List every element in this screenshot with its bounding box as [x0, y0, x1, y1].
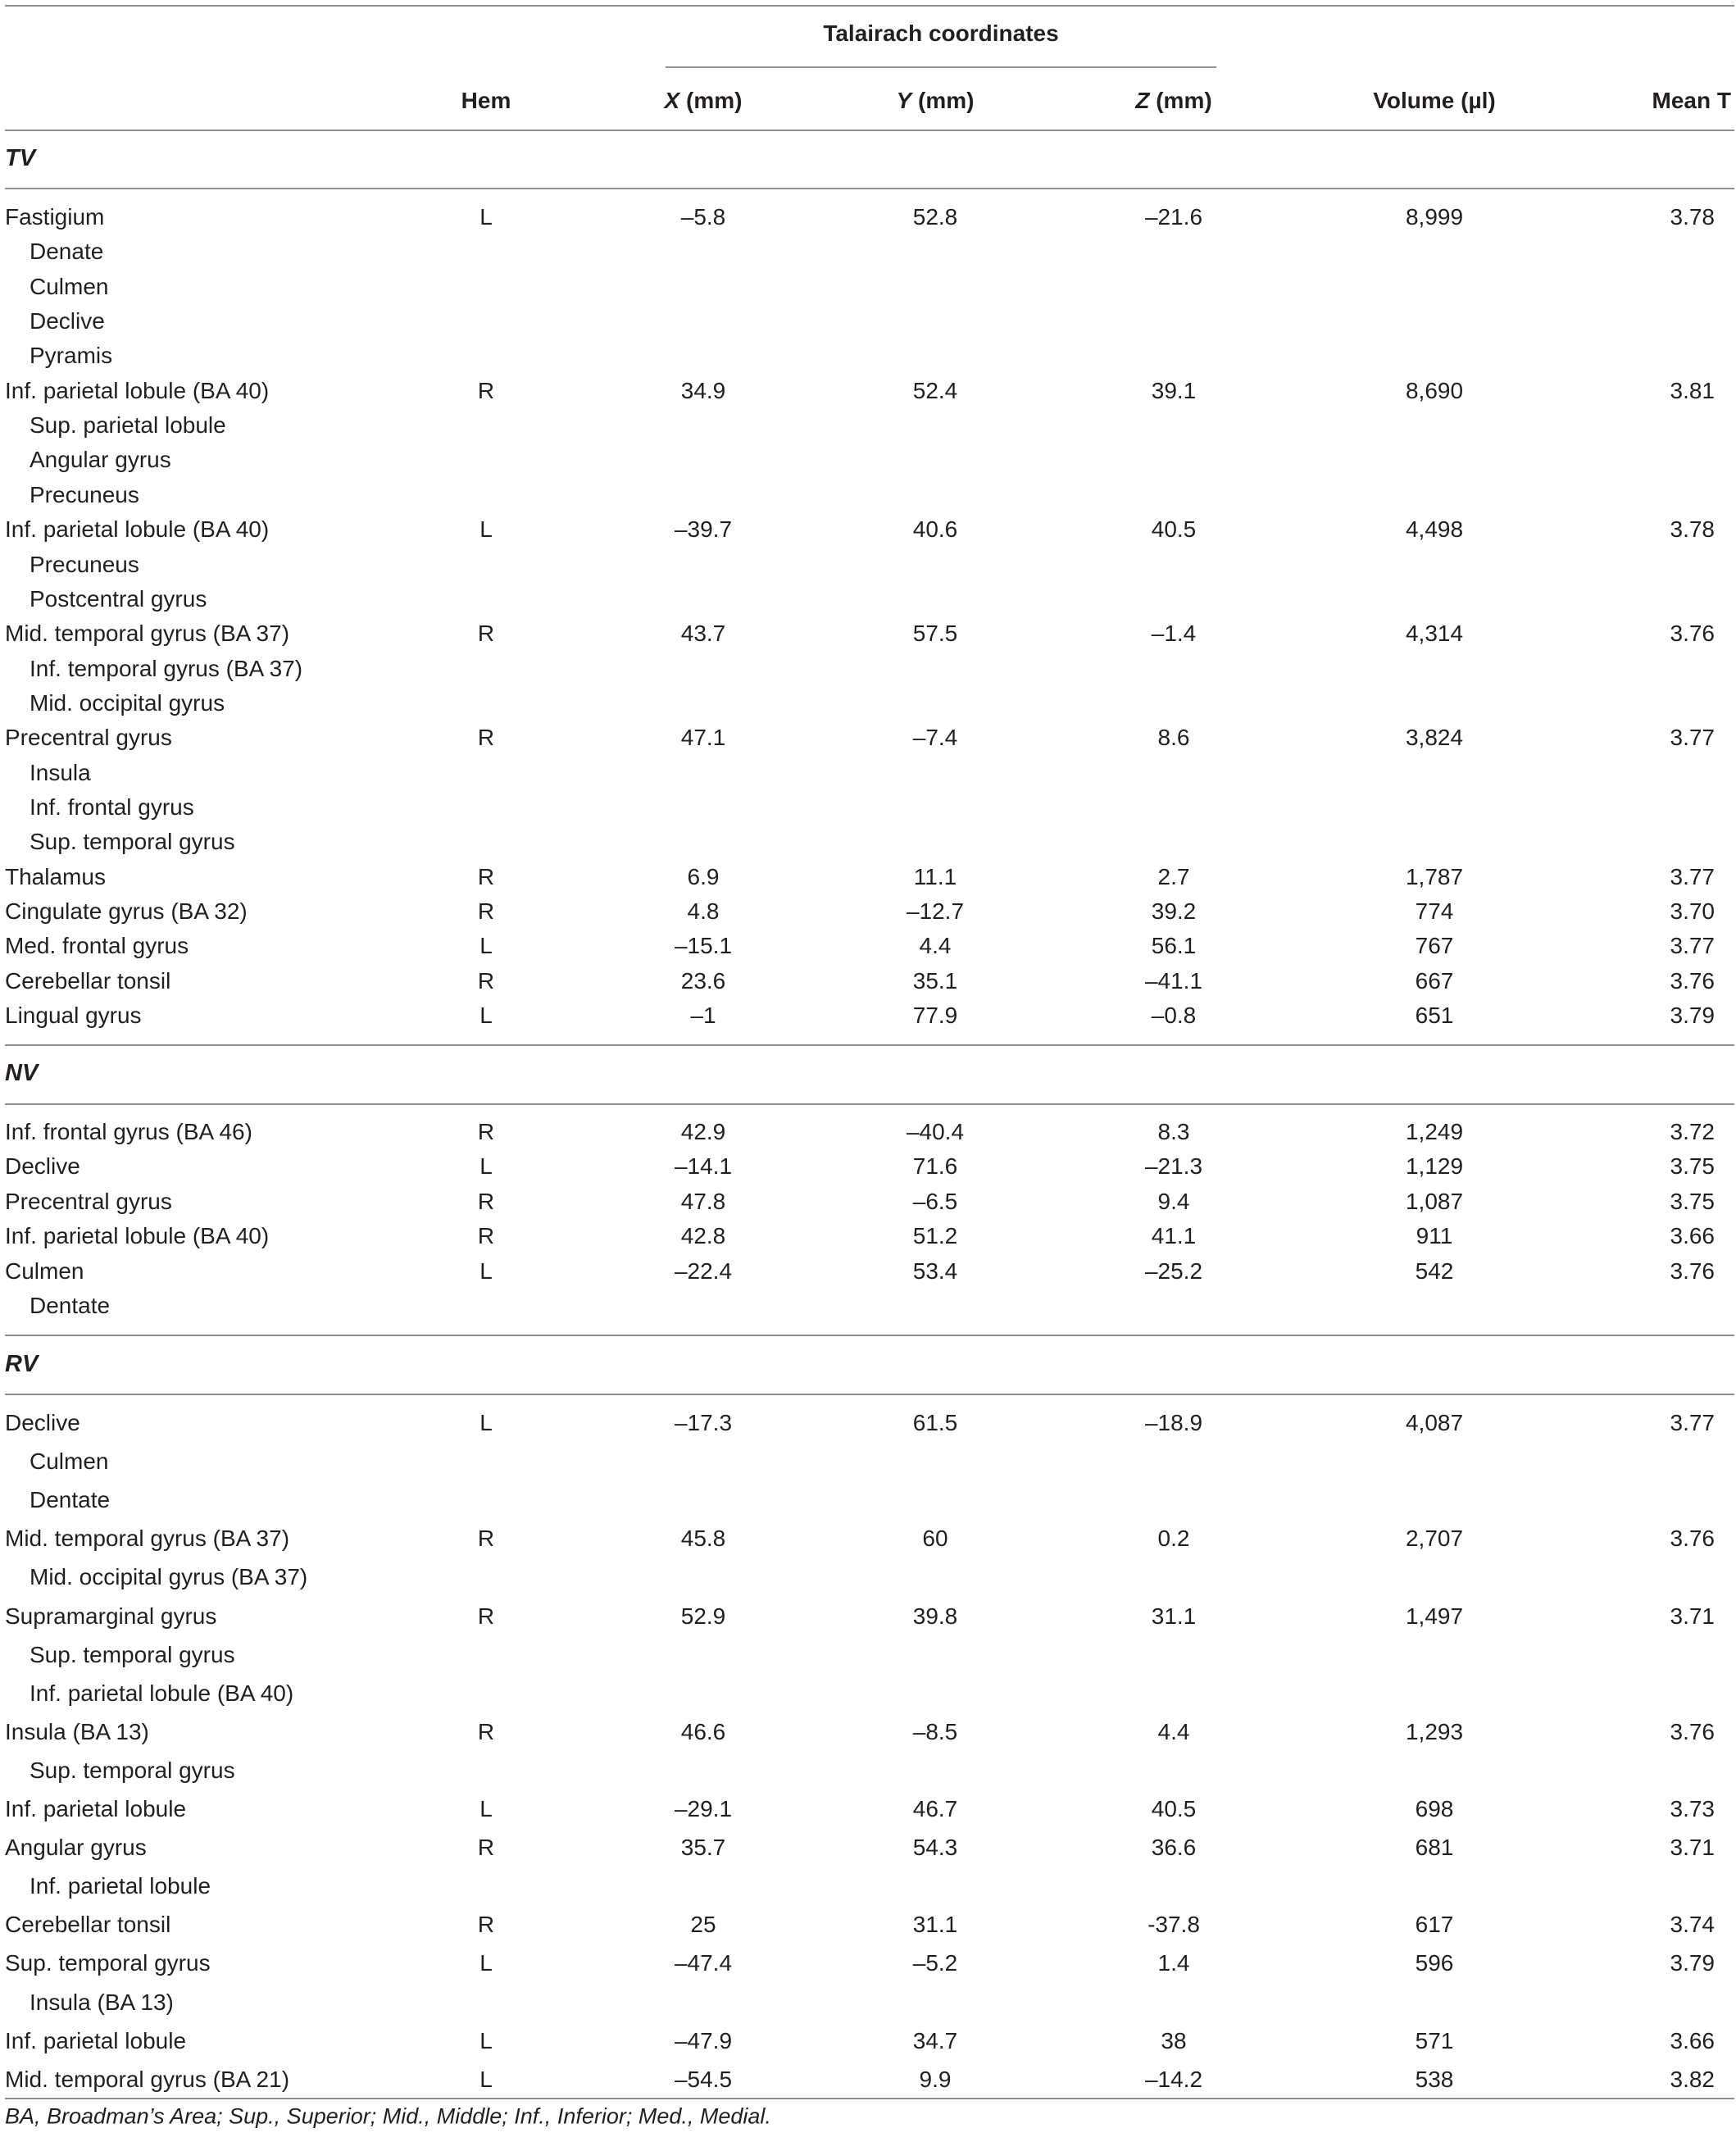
volume-cell: 542 [1415, 1257, 1454, 1284]
hem-cell: L [479, 516, 493, 543]
region-cell: Angular gyrus [5, 1835, 147, 1861]
mean-t-cell: 3.76 [1670, 967, 1715, 994]
x-cell: 25 [690, 1912, 716, 1938]
mean-t-cell: 3.72 [1670, 1119, 1715, 1144]
hem-cell: L [479, 1950, 493, 1976]
mean-t-cell: 3.81 [1670, 377, 1715, 403]
hem-cell: L [479, 1257, 493, 1284]
x-cell: 34.9 [680, 377, 726, 403]
region-cell: Supramarginal gyrus [5, 1603, 217, 1629]
region-cell: Culmen [30, 1448, 109, 1475]
mean-t-cell: 3.75 [1670, 1188, 1715, 1214]
y-cell: 9.9 [919, 2066, 952, 2092]
volume-cell: 596 [1415, 1950, 1454, 1976]
volume-cell: 681 [1415, 1835, 1454, 1861]
z-cell: 38 [1161, 2027, 1187, 2053]
mean-t-cell: 3.76 [1670, 1718, 1715, 1744]
column-header-x: X (mm) [664, 88, 743, 113]
mean-t-cell: 3.71 [1670, 1603, 1715, 1629]
mean-t-cell: 3.70 [1670, 898, 1715, 924]
talairach-group-header: Talairach coordinates [823, 20, 1059, 46]
x-cell: –47.4 [674, 1950, 733, 1976]
region-cell: Sup. temporal gyrus [5, 1950, 211, 1976]
volume-cell: 617 [1415, 1912, 1454, 1938]
hem-cell: L [479, 1153, 493, 1180]
x-cell: 4.8 [687, 898, 720, 924]
hem-cell: L [479, 204, 493, 230]
x-cell: –39.7 [674, 516, 733, 543]
mean-t-cell: 3.77 [1670, 933, 1715, 959]
z-cell: 0.2 [1157, 1526, 1190, 1552]
hem-cell: R [477, 725, 495, 751]
y-cell: 4.4 [919, 933, 952, 959]
column-header-hem: Hem [461, 88, 511, 113]
z-cell: 1.4 [1157, 1950, 1190, 1976]
region-cell: Precentral gyrus [5, 725, 172, 751]
x-cell: 42.8 [680, 1223, 726, 1249]
y-cell: 52.4 [912, 377, 958, 403]
region-cell: Dentate [30, 1487, 111, 1513]
z-cell: –1.4 [1151, 621, 1197, 647]
z-cell: –41.1 [1144, 967, 1203, 994]
mean-t-cell: 3.78 [1670, 516, 1715, 543]
y-cell: 34.7 [912, 2027, 958, 2053]
y-cell: 60 [922, 1526, 948, 1552]
region-cell: Inf. frontal gyrus [30, 794, 194, 820]
column-header-mean-t: Mean T [1652, 88, 1731, 113]
region-cell: Inf. parietal lobule (BA 40) [5, 516, 270, 543]
y-cell: –5.2 [912, 1950, 958, 1976]
z-cell: 9.4 [1157, 1188, 1190, 1214]
region-cell: Inf. parietal lobule (BA 40) [5, 377, 270, 403]
z-cell: 39.1 [1151, 377, 1197, 403]
y-cell: 35.1 [912, 967, 958, 994]
hem-cell: R [477, 1718, 495, 1744]
hem-cell: R [477, 621, 495, 647]
z-cell: 8.3 [1157, 1119, 1190, 1144]
mean-t-cell: 3.82 [1670, 2066, 1715, 2092]
hem-cell: R [477, 863, 495, 889]
y-cell: –12.7 [906, 898, 965, 924]
volume-cell: 4,498 [1405, 516, 1464, 543]
x-cell: 42.9 [680, 1119, 726, 1144]
y-cell: 57.5 [912, 621, 958, 647]
region-cell: Angular gyrus [30, 447, 171, 473]
z-cell: 39.2 [1151, 898, 1197, 924]
region-cell: Insula (BA 13) [30, 1989, 174, 2015]
column-header-z: Z (mm) [1135, 88, 1212, 113]
x-cell: 47.1 [680, 725, 726, 751]
region-cell: Precuneus [30, 551, 139, 577]
z-cell: 2.7 [1157, 863, 1190, 889]
region-cell: Sup. temporal gyrus [30, 1641, 235, 1667]
region-cell: Precentral gyrus [5, 1188, 172, 1214]
x-cell: –47.9 [674, 2027, 733, 2053]
x-cell: 52.9 [680, 1603, 726, 1629]
section-label-rule [5, 188, 1734, 189]
mean-t-cell: 3.66 [1670, 2027, 1715, 2053]
y-cell: 71.6 [912, 1153, 958, 1180]
volume-cell: 538 [1415, 2066, 1454, 2092]
region-cell: Sup. parietal lobule [30, 412, 226, 439]
y-cell: 61.5 [912, 1410, 958, 1435]
region-cell: Med. frontal gyrus [5, 933, 189, 959]
x-cell: –54.5 [674, 2066, 733, 2092]
volume-cell: 1,249 [1405, 1119, 1464, 1144]
region-cell: Inf. parietal lobule [30, 1873, 211, 1899]
mean-t-cell: 3.76 [1670, 621, 1715, 647]
volume-cell: 1,293 [1405, 1718, 1464, 1744]
z-cell: 8.6 [1157, 725, 1190, 751]
region-cell: Lingual gyrus [5, 1003, 142, 1029]
volume-cell: 8,999 [1405, 204, 1464, 230]
x-cell: 45.8 [680, 1526, 726, 1552]
region-cell: Denate [30, 239, 104, 265]
region-cell: Mid. occipital gyrus (BA 37) [30, 1564, 308, 1590]
hem-cell: L [479, 1003, 493, 1029]
z-cell: –25.2 [1144, 1257, 1203, 1284]
y-cell: 77.9 [912, 1003, 958, 1029]
region-cell: Mid. temporal gyrus (BA 37) [5, 1526, 290, 1552]
hem-cell: R [477, 898, 495, 924]
y-cell: 52.8 [912, 204, 958, 230]
region-cell: Mid. temporal gyrus (BA 37) [5, 621, 290, 647]
z-cell: –21.3 [1144, 1153, 1203, 1180]
x-cell: 23.6 [680, 967, 726, 994]
volume-cell: 667 [1415, 967, 1454, 994]
mean-t-cell: 3.77 [1670, 725, 1715, 751]
hem-cell: L [479, 933, 493, 959]
region-cell: Culmen [30, 273, 109, 299]
mean-t-cell: 3.66 [1670, 1223, 1715, 1249]
region-cell: Thalamus [5, 863, 106, 889]
top-rule [5, 5, 1734, 7]
hem-cell: R [477, 967, 495, 994]
volume-cell: 571 [1415, 2027, 1454, 2053]
z-cell: 41.1 [1151, 1223, 1197, 1249]
x-cell: 47.8 [680, 1188, 726, 1214]
hem-cell: L [479, 1410, 493, 1435]
region-cell: Inf. parietal lobule (BA 40) [5, 1223, 270, 1249]
y-cell: –40.4 [906, 1119, 965, 1144]
region-cell: Declive [30, 308, 105, 334]
x-cell: 35.7 [680, 1835, 726, 1861]
region-cell: Cingulate gyrus (BA 32) [5, 898, 248, 924]
volume-cell: 2,707 [1405, 1526, 1464, 1552]
x-cell: 43.7 [680, 621, 726, 647]
region-cell: Pyramis [30, 343, 113, 369]
volume-cell: 651 [1415, 1003, 1454, 1029]
z-cell: 40.5 [1151, 1796, 1197, 1821]
volume-cell: 1,087 [1405, 1188, 1464, 1214]
region-cell: Declive [5, 1410, 80, 1435]
hem-cell: R [477, 1603, 495, 1629]
region-cell: Declive [5, 1153, 80, 1180]
column-header-volume: Volume (µl) [1373, 88, 1496, 113]
y-cell: 46.7 [912, 1796, 958, 1821]
hem-cell: R [477, 1119, 495, 1144]
mean-t-cell: 3.76 [1670, 1526, 1715, 1552]
region-cell: Inf. parietal lobule (BA 40) [30, 1680, 294, 1706]
volume-cell: 774 [1415, 898, 1454, 924]
z-cell: 31.1 [1151, 1603, 1197, 1629]
region-cell: Sup. temporal gyrus [30, 1757, 235, 1783]
volume-cell: 767 [1415, 933, 1454, 959]
z-cell: –14.2 [1144, 2066, 1203, 2092]
hem-cell: L [479, 1796, 493, 1821]
mean-t-cell: 3.77 [1670, 863, 1715, 889]
region-cell: Dentate [30, 1293, 111, 1318]
header-bottom-rule [5, 130, 1734, 131]
x-cell: 6.9 [687, 863, 720, 889]
x-cell: –15.1 [674, 933, 733, 959]
talairach-group-underline [666, 66, 1216, 68]
region-cell: Postcentral gyrus [30, 585, 207, 612]
x-cell: –29.1 [674, 1796, 733, 1821]
x-cell: –5.8 [680, 204, 726, 230]
mean-t-cell: 3.79 [1670, 1950, 1715, 1976]
mean-t-cell: 3.73 [1670, 1796, 1715, 1821]
hem-cell: R [477, 1912, 495, 1938]
z-cell: 40.5 [1151, 516, 1197, 543]
x-cell: –17.3 [674, 1410, 733, 1435]
section-label: RV [5, 1351, 39, 1377]
region-cell: Inf. frontal gyrus (BA 46) [5, 1119, 252, 1144]
volume-cell: 1,497 [1405, 1603, 1464, 1629]
hem-cell: R [477, 1188, 495, 1214]
y-cell: 39.8 [912, 1603, 958, 1629]
y-cell: 54.3 [912, 1835, 958, 1861]
y-cell: 40.6 [912, 516, 958, 543]
y-cell: –6.5 [912, 1188, 958, 1214]
z-cell: 36.6 [1151, 1835, 1197, 1861]
hem-cell: L [479, 2027, 493, 2053]
region-cell: Culmen [5, 1257, 84, 1284]
table-footnote: BA, Broadman’s Area; Sup., Superior; Mid., Middle; Inf., Inferior; Med., Medial. [5, 2103, 771, 2129]
region-cell: Inf. parietal lobule [5, 1796, 187, 1821]
region-cell: Fastigium [5, 204, 105, 230]
section-label: NV [5, 1060, 39, 1086]
mean-t-cell: 3.76 [1670, 1257, 1715, 1284]
y-cell: 11.1 [913, 863, 957, 889]
y-cell: –7.4 [912, 725, 958, 751]
region-cell: Insula (BA 13) [5, 1718, 149, 1744]
y-cell: –8.5 [912, 1718, 958, 1744]
mean-t-cell: 3.79 [1670, 1003, 1715, 1029]
z-cell: –21.6 [1144, 204, 1203, 230]
y-cell: 31.1 [912, 1912, 958, 1938]
mean-t-cell: 3.71 [1670, 1835, 1715, 1861]
region-cell: Inf. parietal lobule [5, 2027, 187, 2053]
region-cell: Mid. temporal gyrus (BA 21) [5, 2066, 290, 2092]
volume-cell: 4,314 [1405, 621, 1464, 647]
region-cell: Mid. occipital gyrus [30, 689, 225, 716]
z-cell: -37.8 [1147, 1912, 1200, 1938]
mean-t-cell: 3.74 [1670, 1912, 1715, 1938]
y-cell: 53.4 [912, 1257, 958, 1284]
hem-cell: R [477, 1223, 495, 1249]
z-cell: –18.9 [1144, 1410, 1203, 1435]
volume-cell: 8,690 [1405, 377, 1464, 403]
y-cell: 51.2 [912, 1223, 958, 1249]
section-label-rule [5, 1394, 1734, 1395]
hem-cell: R [477, 377, 495, 403]
z-cell: –0.8 [1151, 1003, 1197, 1029]
hem-cell: R [477, 1835, 495, 1861]
volume-cell: 4,087 [1405, 1410, 1464, 1435]
region-cell: Sup. temporal gyrus [30, 829, 235, 855]
section-label: TV [5, 145, 36, 171]
section-divider-rule [5, 1335, 1734, 1336]
mean-t-cell: 3.77 [1670, 1410, 1715, 1435]
region-cell: Precuneus [30, 481, 139, 507]
mean-t-cell: 3.78 [1670, 204, 1715, 230]
volume-cell: 3,824 [1405, 725, 1464, 751]
x-cell: 46.6 [680, 1718, 726, 1744]
z-cell: 56.1 [1151, 933, 1197, 959]
volume-cell: 911 [1416, 1223, 1453, 1249]
z-cell: 4.4 [1157, 1718, 1190, 1744]
region-cell: Cerebellar tonsil [5, 1912, 171, 1938]
mean-t-cell: 3.75 [1670, 1153, 1715, 1180]
section-label-rule [5, 1103, 1734, 1105]
x-cell: –22.4 [674, 1257, 733, 1284]
volume-cell: 1,129 [1405, 1153, 1464, 1180]
x-cell: –1 [690, 1003, 716, 1029]
x-cell: –14.1 [674, 1153, 733, 1180]
volume-cell: 698 [1415, 1796, 1454, 1821]
region-cell: Insula [30, 759, 91, 785]
volume-cell: 1,787 [1405, 863, 1464, 889]
table-bottom-rule [5, 2098, 1734, 2099]
section-divider-rule [5, 1044, 1734, 1046]
hem-cell: R [477, 1526, 495, 1552]
hem-cell: L [479, 2066, 493, 2092]
column-header-y: Y (mm) [896, 88, 975, 113]
region-cell: Cerebellar tonsil [5, 967, 171, 994]
region-cell: Inf. temporal gyrus (BA 37) [30, 655, 303, 681]
